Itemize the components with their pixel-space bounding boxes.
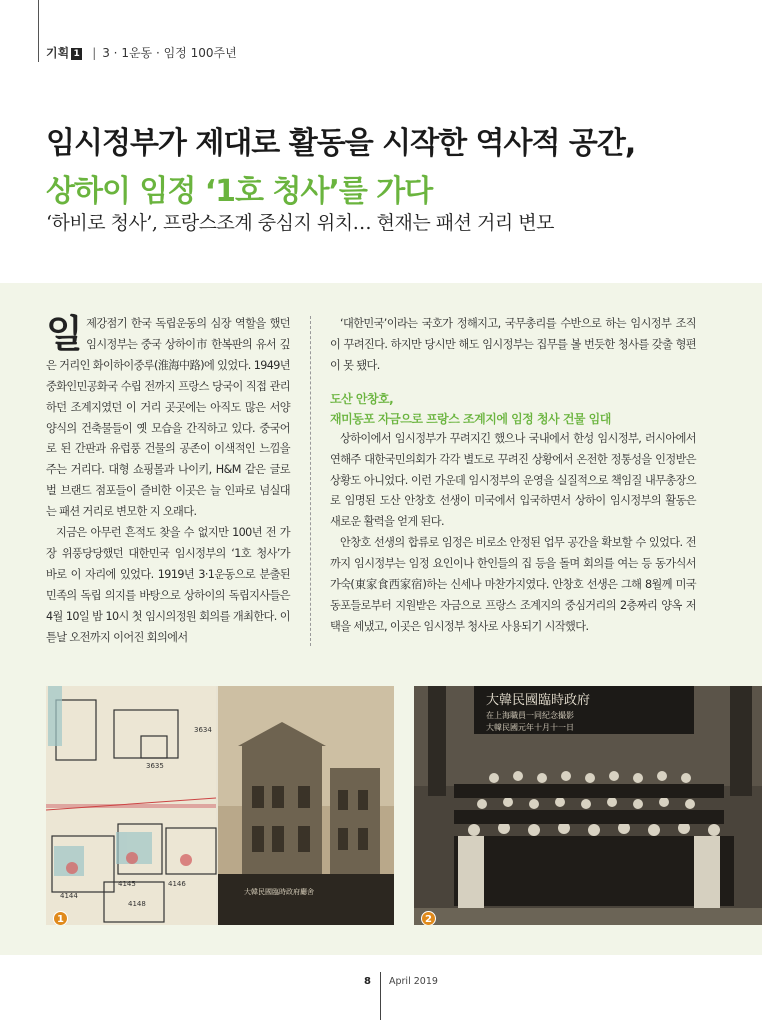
page-number: 8 <box>364 976 371 987</box>
subhead-line2: 재미동포 자금으로 프랑스 조계지에 임정 청사 건물 임대 <box>330 411 611 426</box>
building-photo-caption: 大韓民國臨時政府廳舍 <box>244 888 314 896</box>
map-building-illustration <box>46 686 394 925</box>
photo-number-badge: 2 <box>421 911 436 925</box>
section-number: 1 <box>71 48 82 60</box>
paragraph: 지금은 아무런 흔적도 찾을 수 없지만 100년 전 가장 위풍당당했던 대한민국 임시정부의 ‘1호 청사’가 바로 이 자리에 있었다. 1919년 3·1운동으로 분출된 민족의 독립 의지를 바탕으로 상하이의 독립지사들은 4월 10일 밤 10시 첫 임시의정원 회의를 개최한다. 이튿날 오전까지 이어진 회의에서 <box>46 526 290 644</box>
photo-number-badge: 1 <box>53 911 68 925</box>
header-rule <box>38 0 39 62</box>
article-column-left <box>46 314 290 649</box>
subhead-line1: 도산 안창호, <box>330 391 394 406</box>
map-lot-label: 3634 <box>194 726 212 734</box>
banner-sub-text: 大韓民國元年十月十一日 <box>486 723 574 732</box>
paragraph <box>46 314 290 523</box>
drop-cap: 일 <box>46 312 83 356</box>
banner-main-text: 大韓民國臨時政府 <box>486 693 591 708</box>
map-lot-label: 4144 <box>60 892 78 900</box>
column-divider <box>310 316 311 646</box>
headline-line1: 임시정부가 제대로 활동을 시작한 역사적 공간, <box>46 126 636 161</box>
map-lot-label: 4148 <box>128 900 146 908</box>
paragraph: 안창호 선생의 합류로 임정은 비로소 안정된 업무 공간을 확보할 수 있었다. 전까지 임시정부는 임정 요인이나 한인들의 집 등을 돌며 회의를 여는 등 동가식서가숙(東家食西家宿)하는 신세나 마찬가지였다. 안창호 선생은 그해 8월께 미국 동포들로부터 지원받은 자금으로 프랑스 조계지의 중심거리의 2층짜리 양옥 저택을 세냈고, 이곳은 임시정부 청사로 사용되기 시작했다. <box>330 536 696 633</box>
subheadline: ‘하비로 청사’, 프랑스조계 중심지 위치… 현재는 패션 거리 변모 <box>46 212 554 234</box>
map-lot-label: 4146 <box>168 880 186 888</box>
photo-group-staff <box>414 686 762 925</box>
article-column-right <box>330 314 696 638</box>
map-lot-label: 3635 <box>146 762 164 770</box>
map-lot-label: 4145 <box>118 880 136 888</box>
paragraph: 상하이에서 임시정부가 꾸려지긴 했으나 국내에서 한성 임시정부, 러시아에서 연해주 대한국민의회가 각각 별도로 꾸려진 상황에서 온전한 정통성을 인정받은 상황도 아니었다. 이런 가운데 임시정부의 운영을 실질적으로 책임질 내무총장으로 임명된 도산 안창호 선생이 미국에서 입국하면서 상하이 임시정부의 활동은 새로운 활력을 얻게 된다. <box>330 431 696 529</box>
section-kind: 기획 <box>46 46 70 60</box>
paragraph-text: 제강점기 한국 독립운동의 심장 역할을 했던 임시정부는 중국 상하이市 한복판의 유서 깊은 거리인 화이하이중루(淮海中路)에 있었다. 1949년 중화인민공화국 수립 전까지 프랑스 당국이 직접 관리하던 조계지였던 이 거리 곳곳에는 아직도 많은 서양 양식의 건축물들이 옛 모습을 간직하고 있다. 중국어로 된 간판과 유럽풍 건물의 공존이 이색적인 느낌을 주는 거리다. 대형 쇼핑몰과 나이키, H&M 같은 글로벌 브랜드 점포들이 즐비한 이곳은 늘 인파로 넘실대는 패션 거리로 변모한 지 오래다. <box>46 317 290 519</box>
banner-sub-text: 在上海職員一同紀念撮影 <box>486 711 574 720</box>
paragraph: ‘대한민국’이라는 국호가 정해지고, 국무총리를 수반으로 하는 임시정부 조직이 꾸려진다. 하지만 당시만 해도 임시정부는 집무를 볼 번듯한 청사를 갖출 형편이 못 됐다. <box>330 317 696 372</box>
section-separator: | <box>92 46 97 60</box>
section-label <box>46 44 237 61</box>
issue-date: April 2019 <box>389 976 438 987</box>
headline-line2: 상하이 임정 ‘1호 청사’를 가다 <box>46 174 433 209</box>
photo-map-and-building <box>46 686 394 925</box>
section-subhead <box>330 389 696 429</box>
section-topic: 3 · 1운동 · 임정 100주년 <box>102 46 237 60</box>
footer-rule <box>380 972 381 1020</box>
group-photo-illustration <box>414 686 762 925</box>
